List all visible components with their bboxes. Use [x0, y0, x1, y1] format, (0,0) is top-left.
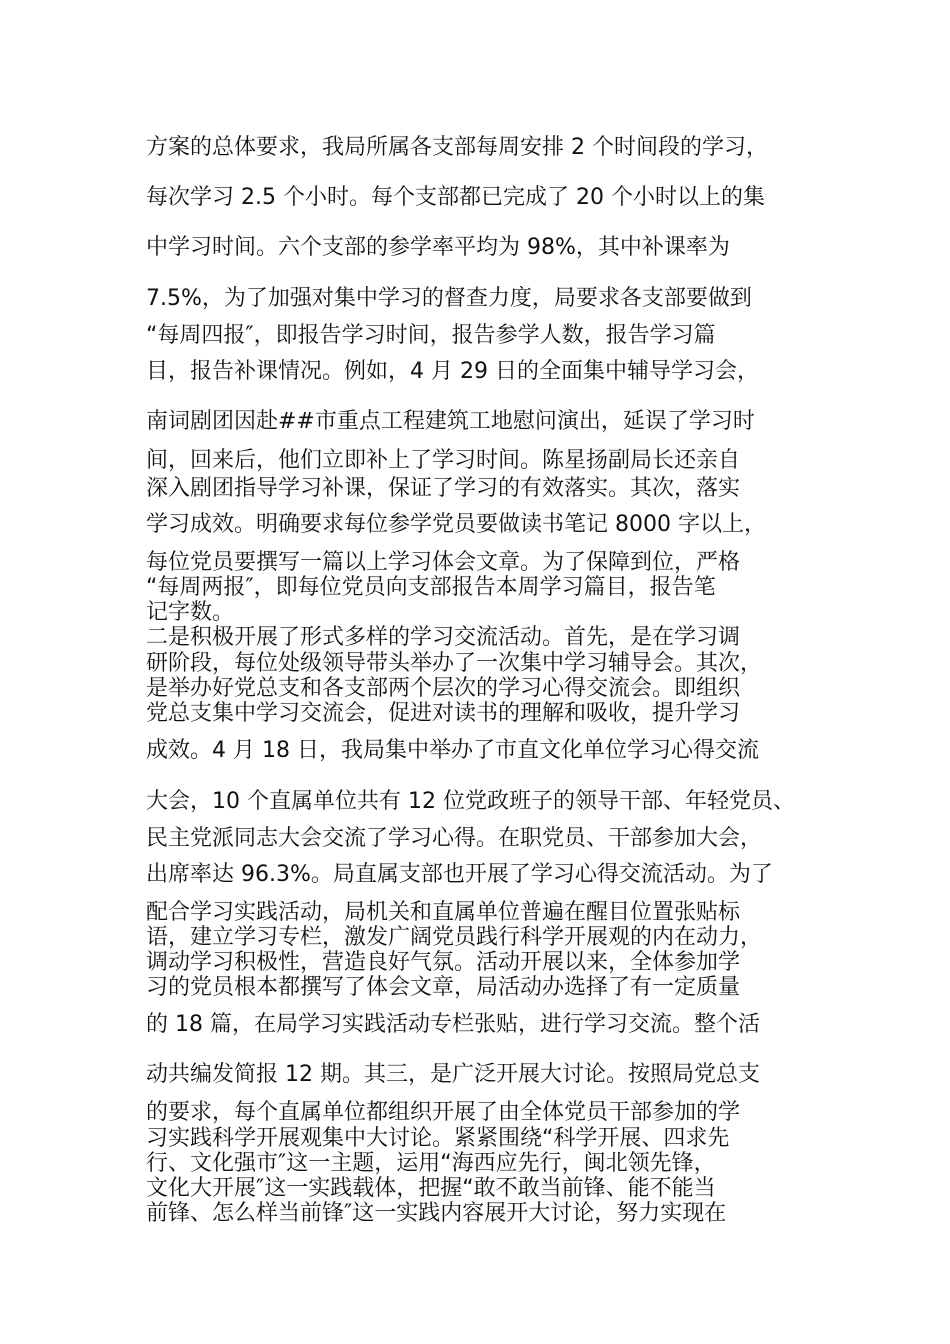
text-line: 出席率达 96.3%。局直属支部也开展了学习心得交流活动。为了 — [146, 862, 773, 887]
text-line: 目，报告补课情况。例如，4 月 29 日的全面集中辅导学习会， — [146, 359, 759, 384]
text-line: 的 18 篇，在局学习实践活动专栏张贴，进行学习交流。整个活 — [146, 1012, 760, 1037]
text-line: 大会，10 个直属单位共有 12 位党政班子的领导干部、年轻党员、 — [146, 789, 795, 814]
text-line: 间，回来后，他们立即补上了学习时间。陈星扬副局长还亲自 — [146, 448, 741, 473]
text-line: 行、文化强市″这一主题，运用“海西应先行，闽北领先锋， — [146, 1151, 716, 1176]
text-line: 深入剧团指导学习补课，保证了学习的有效落实。其次，落实 — [146, 476, 741, 501]
text-line: 前锋、怎么样当前锋″这一实践内容展开大讨论，努力实现在 — [146, 1201, 727, 1226]
text-line: 方案的总体要求，我局所属各支部每周安排 2 个时间段的学习， — [146, 135, 768, 160]
text-line: 语，建立学习专栏，激发广阔党员践行科学开展观的内在动力， — [146, 925, 763, 950]
text-line: 记字数。 — [146, 600, 235, 625]
text-line: “每周四报″，即报告学习时间，报告参学人数，报告学习篇 — [146, 323, 716, 348]
text-line: 学习成效。明确要求每位参学党员要做读书笔记 8000 字以上， — [146, 512, 766, 537]
text-line: 的要求，每个直属单位都组织开展了由全体党员干部参加的学 — [146, 1100, 741, 1125]
text-line: 成效。4 月 18 日，我局集中举办了市直文化单位学习心得交流 — [146, 738, 759, 763]
text-line: 调动学习积极性，营造良好气氛。活动开展以来，全体参加学 — [146, 950, 741, 975]
text-line: 二是积极开展了形式多样的学习交流活动。首先，是在学习调 — [146, 625, 741, 650]
text-line: 习实践科学开展观集中大讨论。紧紧围绕“科学开展、四求先 — [146, 1126, 730, 1151]
text-line: 每次学习 2.5 个小时。每个支部都已完成了 20 个小时以上的集 — [146, 185, 765, 210]
text-line: 动共编发简报 12 期。其三，是广泛开展大讨论。按照局党总支 — [146, 1062, 760, 1087]
text-line: 中学习时间。六个支部的参学率平均为 98%，其中补课率为 — [146, 235, 730, 260]
text-line: 是举办好党总支和各支部两个层次的学习心得交流会。即组织 — [146, 676, 741, 701]
text-line: 民主党派同志大会交流了学习心得。在职党员、干部参加大会， — [146, 826, 763, 851]
text-line: 每位党员要撰写一篇以上学习体会文章。为了保障到位，严格 — [146, 550, 741, 575]
text-line: 配合学习实践活动，局机关和直属单位普遍在醒目位置张贴标 — [146, 900, 741, 925]
text-line: “每周两报″，即每位党员向支部报告本周学习篇目，报告笔 — [146, 575, 716, 600]
text-line: 习的党员根本都撰写了体会文章，局活动办选择了有一定质量 — [146, 975, 741, 1000]
text-line: 研阶段，每位处级领导带头举办了一次集中学习辅导会。其次， — [146, 651, 763, 676]
text-line: 党总支集中学习交流会，促进对读书的理解和吸收，提升学习 — [146, 701, 741, 726]
text-line: 南词剧团因赴##市重点工程建筑工地慰问演出，延误了学习时 — [146, 409, 755, 434]
text-line: 文化大开展″这一实践载体，把握“敢不敢当前锋、能不能当 — [146, 1176, 716, 1201]
text-line: 7.5%，为了加强对集中学习的督查力度，局要求各支部要做到 — [146, 286, 752, 311]
